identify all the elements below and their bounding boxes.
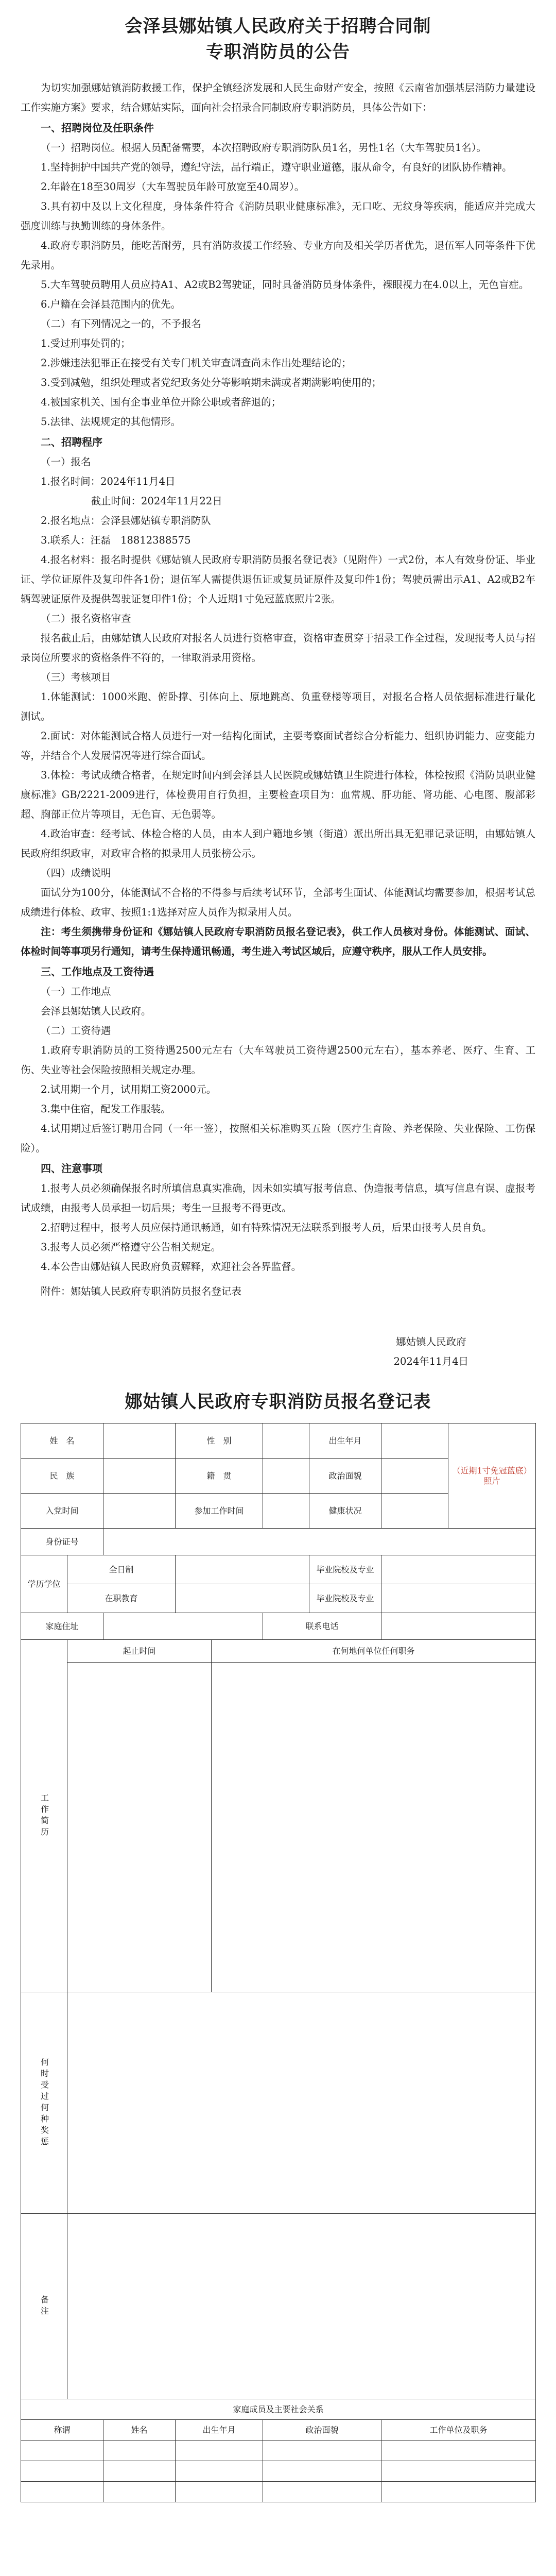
family-cell[interactable]	[103, 2482, 176, 2502]
title-line-1: 会泽县娜姑镇人民政府关于招聘合同制	[125, 16, 431, 37]
paragraph: 3.联系人：汪磊 18812388575	[41, 534, 191, 546]
family-cell[interactable]	[103, 2461, 176, 2482]
section-heading-3: 三、工作地点及工资待遇	[41, 965, 154, 978]
label-political: 政治面貌	[309, 1459, 381, 1494]
paragraph: 2.报名地点：会泽县娜姑镇专职消防队	[41, 515, 211, 527]
family-col-political: 政治面貌	[263, 2420, 381, 2441]
label-grad-school-1: 毕业院校及专业	[309, 1555, 381, 1584]
label-grad-school-2: 毕业院校及专业	[309, 1584, 381, 1613]
paragraph: 2.涉嫌违法犯罪正在接受有关专门机关审查调查尚未作出处理结论的；	[41, 357, 352, 369]
field-edu-inservice[interactable]	[176, 1584, 309, 1613]
family-col-work: 工作单位及职务	[381, 2420, 536, 2441]
paragraph: 4.政治审查：经考试、体检合格的人员，由本人到户籍地乡镇（街道）派出所出具无犯罪记录证明，由娜姑镇人民政府组织政审，对政审合格的拟录用人员张榜公示。	[21, 828, 535, 859]
label-address: 家庭住址	[21, 1613, 103, 1640]
family-cell[interactable]	[176, 2461, 263, 2482]
label-education: 学历学位	[21, 1555, 67, 1613]
family-cell[interactable]	[381, 2482, 536, 2502]
family-cell[interactable]	[176, 2482, 263, 2502]
paragraph: 1.报考人员必须确保报名时所填信息真实准确，因未如实填写报考信息、伪造报考信息，填写信息有误、虚报考试成绩，由报考人员承担一切后果；考生一旦报考不得更改。	[21, 1182, 535, 1214]
paragraph: 截止时间：2024年11月22日	[91, 495, 222, 507]
label-gender: 性 别	[176, 1423, 263, 1459]
section-heading-4: 四、注意事项	[41, 1162, 102, 1175]
subheading: （二）有下列情况之一的，不予报名	[41, 318, 202, 330]
field-party-time[interactable]	[103, 1494, 176, 1529]
attachment-line: 附件：娜姑镇人民政府专职消防员报名登记表	[41, 1285, 242, 1297]
paragraph: 6.户籍在会泽县范围内的优先。	[41, 298, 181, 310]
field-id-card[interactable]	[103, 1529, 536, 1555]
intro-paragraph: 为切实加强娜姑镇消防救援工作，保护全镇经济发展和人民生命财产安全，按照《云南省加强基层消防力量建设工作实施方案》要求，结合娜姑实际，面向社会招录合同制政府专职消防员，具体公告如下：	[21, 82, 535, 113]
paragraph: 3.体检：考试成绩合格者，在规定时间内到会泽县人民医院或娜姑镇卫生院进行体检，体检按照《消防员职业健康标准》GB/2221-2009进行，体检费用自行负担，主要检查项目为：血常规、肝功能、肾功能、心电图、腹部彩超、胸部正位片等项目，无色盲、无色弱等。	[21, 769, 535, 820]
field-ethnic[interactable]	[103, 1459, 176, 1494]
label-birth: 出生年月	[309, 1423, 381, 1459]
paragraph: 会泽县娜姑镇人民政府。	[41, 1005, 151, 1017]
paragraph: 2.面试：对体能测试合格人员进行一对一结构化面试，主要考察面试者综合分析能力、组织协调能力、应变能力等，并结合个人发展情况等进行综合面试。	[21, 730, 535, 761]
paragraph: 2.试用期一个月，试用期工资2000元。	[41, 1083, 217, 1095]
signing-org: 娜姑镇人民政府	[396, 1336, 466, 1348]
paragraph: 3.具有初中及以上文化程度，身体条件符合《消防员职业健康标准》，无口吃、无纹身等疾病，能适应并完成大强度训练与执勤训练的身体条件。	[21, 200, 535, 232]
paragraph: 1.受过刑事处罚的；	[41, 337, 131, 349]
label-ethnic: 民 族	[21, 1459, 103, 1494]
family-cell[interactable]	[21, 2482, 103, 2502]
field-address[interactable]	[103, 1613, 263, 1640]
paragraph: 1.体能测试：1000米跑、俯卧撑、引体向上、原地跳高、负重登楼等项目，对报名合格人员依据标准进行量化测试。	[21, 691, 535, 722]
paragraph: 5.大车驾驶员聘用人员应持A1、A2或B2驾驶证，同时具备消防员身体条件，裸眼视力在4.0以上，无色盲症。	[41, 279, 529, 291]
header-family: 家庭成员及主要社会关系	[21, 2399, 536, 2420]
header-resume-time: 起止时间	[67, 1640, 212, 1663]
field-native[interactable]	[263, 1459, 309, 1494]
family-cell[interactable]	[263, 2441, 381, 2461]
family-col-relation: 称谓	[21, 2420, 103, 2441]
paragraph: 1.报名时间：2024年11月4日	[41, 476, 176, 487]
label-rewards: 何时受过何种奖惩	[21, 1992, 67, 2214]
label-resume: 工作简历	[21, 1640, 67, 1992]
paragraph: 报名截止后，由娜姑镇人民政府对报名人员进行资格审查，资格审查贯穿于招录工作全过程，发现报考人员与招录岗位所要求的资格条件不符的，一律取消录用资格。	[21, 632, 535, 664]
field-resume-time[interactable]	[67, 1663, 212, 1992]
field-gender[interactable]	[263, 1423, 309, 1459]
family-cell[interactable]	[21, 2461, 103, 2482]
section-heading-1: 一、招聘岗位及任职条件	[41, 122, 154, 134]
subheading: （二）工资待遇	[41, 1025, 111, 1037]
family-cell[interactable]	[381, 2441, 536, 2461]
label-native: 籍 贯	[176, 1459, 263, 1494]
label-edu-fulltime: 全日制	[67, 1555, 176, 1584]
label-remark: 备注	[21, 2214, 67, 2399]
field-grad-school-2[interactable]	[381, 1584, 536, 1613]
field-birth[interactable]	[381, 1423, 448, 1459]
photo-placeholder: （近期1寸免冠蓝底）照片	[448, 1423, 536, 1529]
family-cell[interactable]	[381, 2461, 536, 2482]
subheading: （一）工作地点	[41, 986, 111, 997]
paragraph: 4.政府专职消防员，能吃苦耐劳，具有消防救援工作经验、专业方向及相关学历者优先，退伍军人同等条件下优先录用。	[21, 240, 535, 271]
signature-block	[21, 1332, 535, 1371]
field-rewards[interactable]	[67, 1992, 536, 2214]
field-name[interactable]	[103, 1423, 176, 1459]
announcement-title	[21, 13, 535, 65]
subheading: （四）成绩说明	[41, 867, 111, 879]
label-phone: 联系电话	[263, 1613, 381, 1640]
label-health: 健康状况	[309, 1494, 381, 1529]
paragraph: 3.报考人员必须严格遵守公告相关规定。	[41, 1241, 221, 1253]
label-party-time: 入党时间	[21, 1494, 103, 1529]
header-resume-unit: 在何地何单位任何职务	[212, 1640, 536, 1663]
family-cell[interactable]	[263, 2482, 381, 2502]
field-edu-fulltime[interactable]	[176, 1555, 309, 1584]
family-cell[interactable]	[21, 2441, 103, 2461]
label-id-card: 身份证号	[21, 1529, 103, 1555]
paragraph: 5.法律、法规规定的其他情形。	[41, 416, 181, 428]
field-health[interactable]	[381, 1494, 448, 1529]
field-remark[interactable]	[67, 2214, 536, 2399]
paragraph: 2.招聘过程中，报考人员应保持通讯畅通，如有特殊情况无法联系到报考人员，后果由报考人员自负。	[41, 1222, 492, 1233]
field-grad-school-1[interactable]	[381, 1555, 536, 1584]
registration-form-table	[21, 1423, 536, 2502]
label-name: 姓 名	[21, 1423, 103, 1459]
section-heading-2: 二、招聘程序	[41, 436, 102, 448]
family-col-name: 姓名	[103, 2420, 176, 2441]
family-cell[interactable]	[103, 2441, 176, 2461]
form-title: 娜姑镇人民政府专职消防员报名登记表	[125, 1392, 431, 1412]
paragraph: 1.坚持拥护中国共产党的领导，遵纪守法，品行端正，遵守职业道德，服从命令，有良好的团队协作精神。	[41, 161, 512, 173]
paragraph: 4.试用期过后签订聘用合同（一年一签），按照相关标准购买五险（医疗生育险、养老保险、失业保险、工伤保险）。	[21, 1123, 535, 1154]
field-work-time[interactable]	[263, 1494, 309, 1529]
field-phone[interactable]	[381, 1613, 536, 1640]
paragraph: （一）招聘岗位。根据人员配备需要，本次招聘政府专职消防队员1名，男性1名（大车驾驶员1名）。	[41, 142, 486, 154]
paragraph: 4.报名材料：报名时提供《娜姑镇人民政府专职消防员报名登记表》（见附件）一式2份，本人有效身份证、毕业证、学位证原件及复印件各1份；退伍军人需提供退伍证或复员证原件及复印件1份；驾驶员需出示A1、A2或B2车辆驾驶证原件及提供驾驶证复印件1份；个人近期1寸免冠蓝底照片2张。	[21, 554, 535, 605]
family-col-birth: 出生年月	[176, 2420, 263, 2441]
paragraph: 1.政府专职消防员的工资待遇2500元左右（大车驾驶员工资待遇2500元左右），基本养老、医疗、生育、工伤、失业等社会保险按照相关规定办理。	[21, 1044, 535, 1076]
paragraph: 2.年龄在18至30周岁（大车驾驶员年龄可放宽至40周岁）。	[41, 181, 305, 193]
title-line-2: 专职消防员的公告	[206, 42, 350, 62]
subheading: （二）报名资格审查	[41, 613, 131, 624]
label-work-time: 参加工作时间	[176, 1494, 263, 1529]
signing-date: 2024年11月4日	[393, 1355, 468, 1367]
subheading: （一）报名	[41, 456, 91, 468]
family-cell[interactable]	[176, 2441, 263, 2461]
paragraph: 面试分为100分，体能测试不合格的不得参与后续考试环节，全部考生面试、体能测试均需要参加，根据考试总成绩进行体检、政审、按照1:1选择对应人员作为拟录用人员。	[21, 887, 535, 918]
paragraph: 4.本公告由娜姑镇人民政府负责解释，欢迎社会各界监督。	[41, 1261, 302, 1273]
family-cell[interactable]	[263, 2461, 381, 2482]
field-political[interactable]	[381, 1459, 448, 1494]
field-resume-unit[interactable]	[212, 1663, 536, 1992]
paragraph: 3.受到减勉，组织处理或者党纪政务处分等影响期未满或者期满影响使用的；	[41, 377, 382, 388]
note-paragraph: 注：考生须携带身份证和《娜姑镇人民政府专职消防员报名登记表》，供工作人员核对身份。体能测试、面试、体检时间等事项另行通知，请考生保持通讯畅通，考生进入考试区域后，应遵守秩序，服从工作人员安排。	[21, 926, 535, 957]
paragraph: 4.被国家机关、国有企事业单位开除公职或者辞退的；	[41, 396, 282, 408]
paragraph: 3.集中住宿，配发工作服装。	[41, 1103, 171, 1115]
label-edu-inservice: 在职教育	[67, 1584, 176, 1613]
subheading: （三）考核项目	[41, 671, 111, 683]
